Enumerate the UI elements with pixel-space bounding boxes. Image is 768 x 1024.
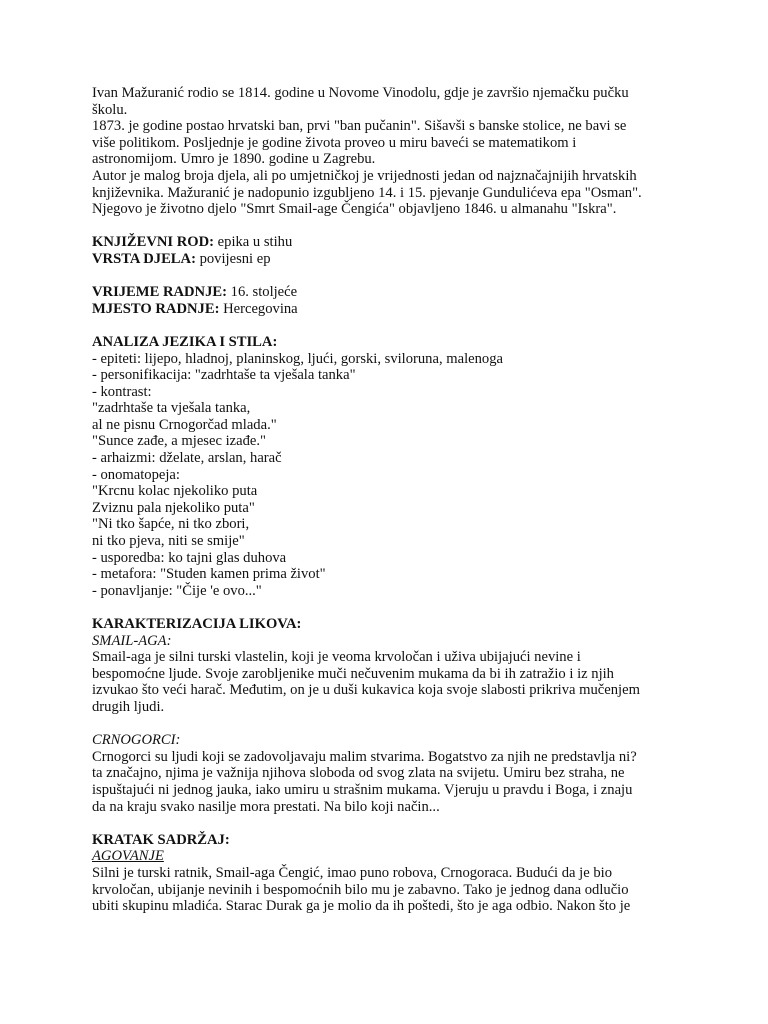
text-line: ispuštajući ni jednog jauka, iako umiru u strašnim mukama. Vjeruju u pravdu i Boga, i znaju: [92, 781, 633, 798]
section-heading: KARAKTERIZACIJA LIKOVA:: [92, 616, 302, 632]
character-title-smail: SMAIL-AGA:: [92, 632, 172, 649]
analysis-section: [92, 334, 682, 600]
fact-time: [92, 284, 682, 301]
fact-value: povijesni ep: [195, 250, 271, 267]
fact-value: epika u stihu: [214, 234, 293, 251]
summary-subheading: AGOVANJE: [92, 848, 164, 865]
text-line: "Sunce zađe, a mjesec izađe.": [92, 433, 266, 450]
text-line: - ponavljanje: "Čije 'e ovo...": [92, 582, 262, 599]
text-line: Silni je turski ratnik, Smail-aga Čengić, imao puno robova, Crnogoraca. Budući da je bio: [92, 864, 612, 881]
text-line: izvukao što veći harač. Međutim, on je u duši kukavica koja svoje slabosti prikriva mučenjem: [92, 682, 640, 699]
text-line: Crnogorci su ljudi koji se zadovoljavaju malim stvarima. Bogatstvo za njih ne predstavlja ni?: [92, 748, 637, 765]
fact-label: MJESTO RADNJE:: [92, 300, 220, 317]
text-line: bespomoćne ljude. Svoje zarobljenike muči nečuvenim mukama da bi ih zatražio i iz njih: [92, 665, 614, 682]
text-line: "Ni tko šapće, ni tko zbori,: [92, 516, 250, 533]
fact-value: 16. stoljeće: [227, 284, 298, 301]
spacer: [92, 599, 682, 616]
text-line: Njegovo je životno djelo "Smrt Smail-age Čengića" objavljeno 1846. u almanahu "Iskra".: [92, 201, 617, 218]
spacer: [92, 815, 682, 832]
spacer: [92, 317, 682, 334]
characters-section: [92, 616, 682, 815]
text-line: ubiti skupinu mladića. Starac Durak ga je molio da ih poštedi, što je aga odbio. Nakon što je: [92, 898, 631, 915]
text-line: ni tko pjeva, niti se smije": [92, 533, 245, 550]
text-line: - usporedba: ko tajni glas duhova: [92, 549, 287, 566]
fact-value: Hercegovina: [219, 300, 298, 317]
text-line: - personifikacija: "zadrhtaše ta vješala tanka": [92, 367, 356, 384]
fact-work-type: [92, 251, 682, 268]
text-line: al ne pisnu Crnogorčad mlada.": [92, 416, 277, 433]
text-line: - arhaizmi: dželate, arslan, harač: [92, 450, 282, 467]
text-line: školu.: [92, 101, 128, 118]
text-line: da na kraju svako nasilje mora prestati. Na bilo koji način...: [92, 798, 440, 815]
fact-label: VRSTA DJELA:: [92, 250, 196, 267]
document-page: [92, 85, 682, 915]
fact-label: VRIJEME RADNJE:: [92, 284, 227, 301]
intro-paragraph: [92, 85, 682, 218]
text-line: ta značajno, njima je važnija njihova sloboda od svog zlata na svijetu. Umiru bez straha, ne: [92, 765, 625, 782]
summary-section: [92, 832, 682, 915]
fact-label: KNJIŽEVNI ROD:: [92, 234, 215, 251]
character-title-crnogorci: CRNOGORCI:: [92, 732, 181, 749]
text-line: 1873. je godine postao hrvatski ban, prvi "ban pučanin". Sišavši s banske stolice, ne bavi se: [92, 118, 627, 135]
text-line: Autor je malog broja djela, ali po umjetničkoj je vrijednosti jedan od najznačajnijih hrvatskih: [92, 167, 637, 184]
text-line: - kontrast:: [92, 383, 152, 400]
text-line: drugih ljudi.: [92, 698, 165, 715]
text-line: više politikom. Posljednje je godine života proveo u miru baveći se matematikom i: [92, 134, 577, 151]
section-heading: ANALIZA JEZIKA I STILA:: [92, 333, 278, 350]
text-line: krvoločan, ubijanje nevinih i bespomoćnih bilo mu je zabavno. Tako je jednog dana odlučio: [92, 881, 629, 898]
text-line: "zadrhtaše ta vješala tanka,: [92, 400, 251, 417]
genre-facts: [92, 234, 682, 267]
text-line: - onomatopeja:: [92, 466, 180, 483]
fact-place: [92, 301, 682, 318]
text-line: astronomijom. Umro je 1890. godine u Zagrebu.: [92, 151, 376, 168]
fact-literary-genre: [92, 234, 682, 251]
section-heading: KRATAK SADRŽAJ:: [92, 831, 230, 848]
text-line: Smail-aga je silni turski vlastelin, koji je veoma krvoločan i uživa ubijajući nevine i: [92, 649, 581, 666]
text-line: književnika. Mažuranić je nadopunio izgubljeno 14. i 15. pjevanje Gundulićeva epa "Osman".: [92, 184, 642, 201]
text-line: "Krcnu kolac njekoliko puta: [92, 483, 258, 500]
spacer: [92, 218, 682, 235]
spacer: [92, 716, 682, 733]
text-line: Zviznu pala njekoliko puta": [92, 499, 255, 516]
text-line: - epiteti: lijepo, hladnoj, planinskog, ljući, gorski, sviloruna, malenoga: [92, 350, 503, 367]
text-line: - metafora: "Studen kamen prima život": [92, 566, 326, 583]
text-line: Ivan Mažuranić rodio se 1814. godine u Novome Vinodolu, gdje je završio njemačku pučku: [92, 85, 629, 101]
spacer: [92, 268, 682, 285]
setting-facts: [92, 284, 682, 317]
